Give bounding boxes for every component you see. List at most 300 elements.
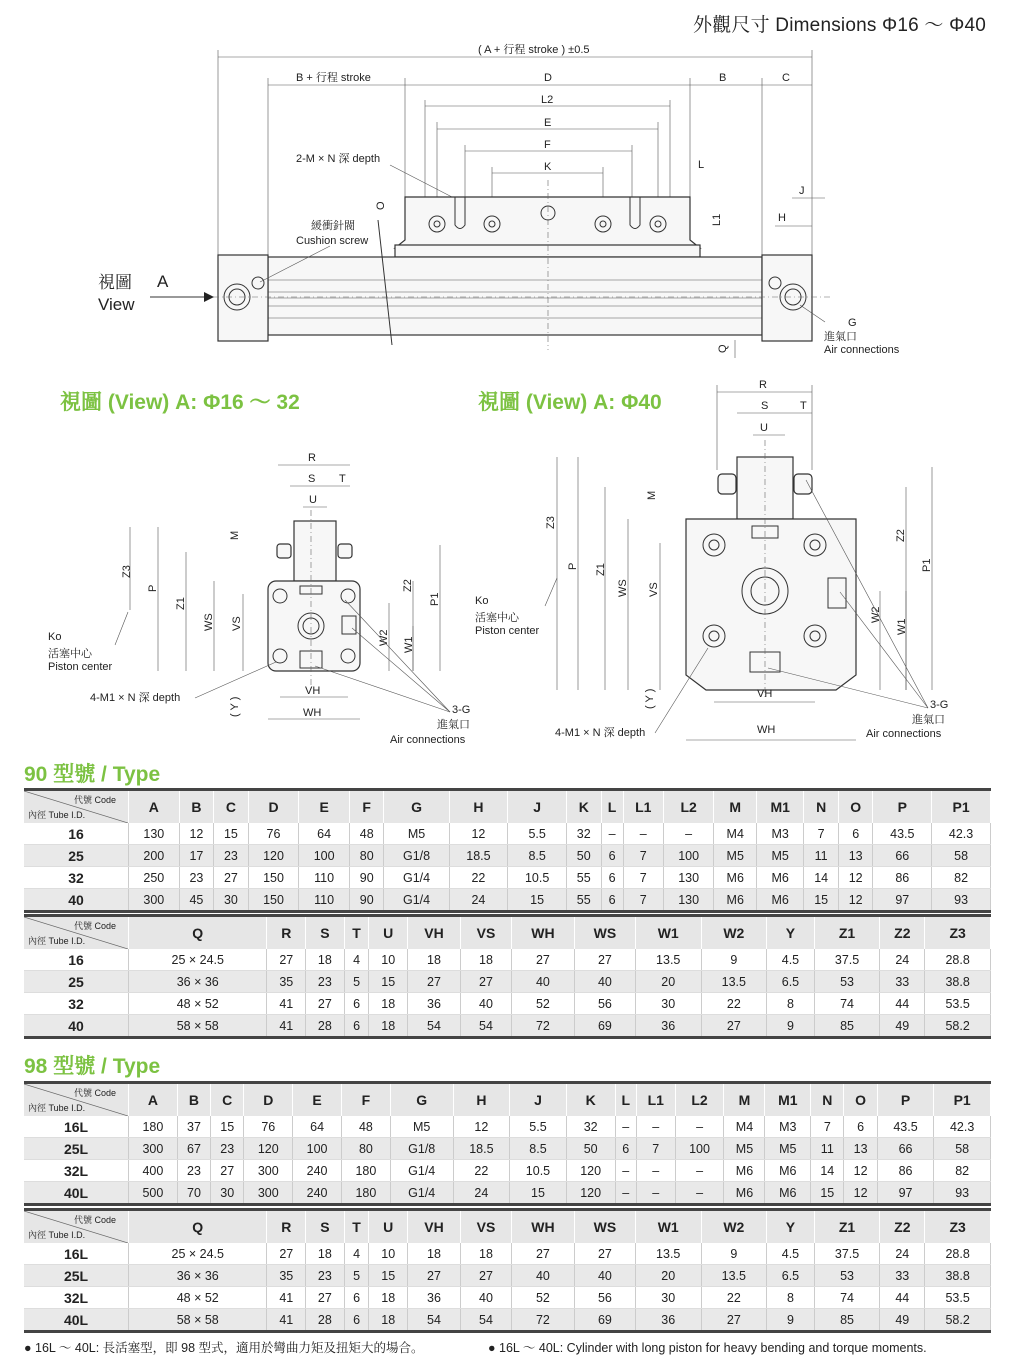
table-cell: 15: [211, 1116, 244, 1138]
table-cell: 11: [804, 845, 839, 867]
table-cell: 69: [574, 1309, 635, 1332]
dim-l2: L2: [541, 94, 554, 106]
table-cell: 72: [511, 1015, 574, 1038]
table-row: [24, 889, 991, 912]
table-cell: 15: [369, 971, 408, 993]
table-cell: 13.5: [635, 949, 701, 971]
table-cell: 23: [306, 971, 345, 993]
table-cell: 27: [214, 867, 249, 889]
table-cell: 58.2: [925, 1015, 991, 1038]
column-header: R: [267, 1210, 306, 1244]
table-cell: 27: [574, 949, 635, 971]
table-cell: 54: [408, 1015, 461, 1038]
column-header: O: [844, 1083, 877, 1117]
label-g: G: [848, 317, 857, 329]
label-air-cn-top: 進氣口: [824, 331, 857, 343]
table-cell: 58: [934, 1138, 991, 1160]
table-cell: 18: [460, 949, 511, 971]
table-cell: 42.3: [932, 823, 991, 845]
table-row: [24, 1116, 991, 1138]
table-cell: 86: [877, 1160, 934, 1182]
tube-id: 40L: [24, 1309, 129, 1332]
table-cell: G1/8: [384, 845, 449, 867]
table-cell: 74: [814, 993, 880, 1015]
table-cell: 15: [369, 1265, 408, 1287]
table-cell: 53: [814, 971, 880, 993]
table-cell: 27: [511, 949, 574, 971]
table-cell: 40: [574, 971, 635, 993]
dim-u-large: U: [760, 422, 768, 434]
table-cell: 32: [566, 823, 601, 845]
column-header: N: [811, 1083, 844, 1117]
type90-table-2: [24, 914, 991, 1039]
table-cell: 180: [129, 1116, 178, 1138]
table-row: [24, 949, 991, 971]
label-air-en-small: Air connections: [390, 734, 466, 746]
table-cell: 130: [663, 889, 714, 912]
column-header: VS: [460, 916, 511, 950]
tube-id: 25: [24, 845, 129, 867]
dim-s-small: S: [308, 473, 316, 485]
dim-overall: ( A + 行程 stroke ) ±0.5: [478, 44, 590, 56]
table-cell: 48 × 52: [129, 993, 267, 1015]
column-header: U: [369, 916, 408, 950]
table-cell: 27: [574, 1243, 635, 1265]
dim-m-small: M: [229, 530, 241, 540]
dim-d: D: [544, 72, 552, 84]
table-cell: 48 × 52: [129, 1287, 267, 1309]
end-view-large: [475, 379, 948, 740]
table-cell: 9: [767, 1015, 815, 1038]
dim-r-small: R: [308, 452, 316, 464]
table-cell: M6: [714, 867, 757, 889]
table-cell: 30: [211, 1182, 244, 1205]
label-air-en-large: Air connections: [866, 728, 942, 740]
table-cell: 18: [306, 1243, 345, 1265]
table-cell: 13.5: [635, 1243, 701, 1265]
dim-j: J: [799, 185, 805, 197]
table-cell: 27: [701, 1015, 767, 1038]
table-row: [24, 971, 991, 993]
label-piston-cn-small: 活塞中心: [48, 648, 92, 660]
corner-tube: 內徑 Tube I.D.: [28, 1230, 86, 1240]
table-cell: 6: [838, 823, 873, 845]
table-cell: 110: [299, 867, 350, 889]
tube-id: 32L: [24, 1160, 129, 1182]
table-cell: –: [601, 823, 623, 845]
table-cell: 24: [880, 1243, 925, 1265]
label-air-en-top: Air connections: [824, 344, 900, 356]
table-cell: 36: [635, 1309, 701, 1332]
column-header: H: [449, 790, 508, 824]
table-cell: M4: [724, 1116, 765, 1138]
table-cell: –: [663, 823, 714, 845]
table-cell: 43.5: [873, 823, 932, 845]
table-cell: M5: [384, 823, 449, 845]
table-row: [24, 1138, 991, 1160]
table-cell: 300: [244, 1160, 293, 1182]
table-cell: 90: [349, 867, 384, 889]
table-cell: M5: [724, 1138, 765, 1160]
table-cell: 120: [244, 1138, 293, 1160]
column-header: C: [214, 790, 249, 824]
table-cell: 100: [663, 845, 714, 867]
table-cell: 18.5: [449, 845, 508, 867]
table-cell: 41: [267, 993, 306, 1015]
footnote-cn: ● 16L ～ 40L: 長活塞型，即 98 型式，適用於彎曲力矩及扭矩大的場合。: [24, 1341, 424, 1355]
view-heading-small: 視圖 (View) A: Φ16 ～ 32: [60, 391, 300, 414]
label-air-cn-small: 進氣口: [437, 719, 470, 731]
tube-id: 40: [24, 1015, 129, 1038]
table-cell: M5: [757, 845, 804, 867]
tube-id: 32: [24, 867, 129, 889]
column-header: F: [342, 1083, 391, 1117]
table-cell: 55: [566, 889, 601, 912]
table-cell: 36: [408, 993, 461, 1015]
type98-table-2: [24, 1208, 991, 1333]
column-header: A: [129, 1083, 178, 1117]
tube-id: 25: [24, 971, 129, 993]
end-view-small: [48, 452, 470, 746]
column-header: L1: [623, 790, 663, 824]
table-cell: 6: [344, 1015, 369, 1038]
table-cell: 120: [566, 1160, 615, 1182]
table-cell: –: [623, 823, 663, 845]
table-cell: 66: [873, 845, 932, 867]
table-cell: 41: [267, 1309, 306, 1332]
dim-c: C: [782, 72, 790, 84]
table-cell: 7: [623, 867, 663, 889]
table-corner: [24, 916, 129, 950]
table-cell: 13.5: [701, 971, 767, 993]
column-header: P: [873, 790, 932, 824]
table-cell: 58.2: [925, 1309, 991, 1332]
column-header: W2: [701, 916, 767, 950]
table-cell: 27: [460, 1265, 511, 1287]
table-cell: 10.5: [510, 1160, 567, 1182]
table-cell: 27: [306, 1287, 345, 1309]
table-cell: 17: [179, 845, 214, 867]
table-corner: [24, 1210, 129, 1244]
table-cell: 82: [934, 1160, 991, 1182]
table-cell: –: [675, 1160, 724, 1182]
table-row: [24, 1160, 991, 1182]
table-cell: 18: [369, 1287, 408, 1309]
table-cell: 40: [511, 1265, 574, 1287]
table-cell: 27: [408, 1265, 461, 1287]
table-cell: 41: [267, 1287, 306, 1309]
table-corner: [24, 1083, 129, 1117]
table-cell: 8.5: [508, 845, 567, 867]
column-header: P1: [934, 1083, 991, 1117]
column-header: H: [453, 1083, 510, 1117]
label-piston-en-large: Piston center: [475, 625, 540, 637]
table-cell: 10: [369, 1243, 408, 1265]
table-cell: 49: [880, 1015, 925, 1038]
label-piston-cn-large: 活塞中心: [475, 612, 519, 624]
side-view: [98, 42, 900, 358]
dim-vs-large: VS: [648, 582, 660, 597]
dim-s-large: S: [761, 400, 769, 412]
footnote-en: ● 16L ～ 40L: Cylinder with long piston for heavy bending and torque moments.: [488, 1341, 927, 1355]
table-cell: G1/8: [390, 1138, 453, 1160]
table-cell: 85: [814, 1309, 880, 1332]
column-header: W2: [701, 1210, 767, 1244]
dim-p1-large: P1: [921, 558, 933, 572]
table-row: [24, 1182, 991, 1205]
label-cushion-en: Cushion screw: [296, 235, 369, 247]
corner-tube: 內徑 Tube I.D.: [28, 810, 86, 820]
table-cell: 9: [701, 1243, 767, 1265]
table-cell: 69: [574, 1015, 635, 1038]
corner-code: 代號 Code: [73, 1088, 116, 1098]
column-header: Y: [767, 1210, 815, 1244]
column-header: W1: [635, 1210, 701, 1244]
table-cell: 32: [566, 1116, 615, 1138]
dim-ws-small: WS: [203, 613, 215, 631]
table-cell: 76: [244, 1116, 293, 1138]
table-cell: 43.5: [877, 1116, 934, 1138]
table-cell: 4: [344, 949, 369, 971]
dim-y-large: ( Y ): [644, 688, 656, 709]
table-cell: 4.5: [767, 949, 815, 971]
table-cell: 300: [129, 889, 180, 912]
table-cell: 10: [369, 949, 408, 971]
table-cell: 41: [267, 1015, 306, 1038]
column-header: R: [267, 916, 306, 950]
column-header: D: [248, 790, 299, 824]
column-header: M1: [765, 1083, 811, 1117]
column-header: Z2: [880, 916, 925, 950]
label-piston-en-small: Piston center: [48, 661, 113, 673]
table-cell: 18: [369, 1015, 408, 1038]
table-cell: 45: [179, 889, 214, 912]
table-cell: 97: [873, 889, 932, 912]
table-cell: 93: [932, 889, 991, 912]
dim-wh-small: WH: [303, 707, 322, 719]
column-header: B: [179, 790, 214, 824]
table-cell: 36: [635, 1015, 701, 1038]
table-cell: 18: [369, 1309, 408, 1332]
dim-w1-small: W1: [403, 636, 415, 653]
column-header: Z1: [814, 916, 880, 950]
table-cell: 7: [636, 1138, 675, 1160]
column-header: Z3: [925, 916, 991, 950]
table-cell: 18: [460, 1243, 511, 1265]
table-cell: 7: [804, 823, 839, 845]
table-cell: M6: [765, 1182, 811, 1205]
dim-b: B: [719, 72, 727, 84]
tube-id: 25L: [24, 1138, 129, 1160]
table-cell: M6: [757, 889, 804, 912]
table-row: [24, 1287, 991, 1309]
column-header: A: [129, 790, 180, 824]
table-cell: 50: [566, 1138, 615, 1160]
table-cell: 6.5: [767, 1265, 815, 1287]
table-cell: 28: [306, 1015, 345, 1038]
dim-w1-large: W1: [896, 618, 908, 635]
table-cell: 120: [248, 845, 299, 867]
type98-table-1: [24, 1081, 991, 1206]
table-cell: 27: [211, 1160, 244, 1182]
table-cell: 12: [844, 1182, 877, 1205]
label-3g-large: 3-G: [930, 699, 949, 711]
table-cell: 12: [844, 1160, 877, 1182]
table-cell: 130: [663, 867, 714, 889]
column-header: Z3: [925, 1210, 991, 1244]
dim-z3-large: Z3: [545, 516, 557, 529]
table-cell: 40: [511, 971, 574, 993]
table-cell: G1/4: [384, 867, 449, 889]
table-cell: 12: [449, 823, 508, 845]
table-cell: M3: [765, 1116, 811, 1138]
table-cell: 240: [293, 1182, 342, 1205]
table-cell: 33: [880, 971, 925, 993]
table-cell: 24: [449, 889, 508, 912]
table-cell: 14: [804, 867, 839, 889]
dim-p-large: P: [567, 562, 579, 570]
table-cell: 56: [574, 1287, 635, 1309]
column-header: VH: [408, 916, 461, 950]
table-cell: M5: [765, 1138, 811, 1160]
table-cell: 25 × 24.5: [129, 949, 267, 971]
table-cell: 40: [574, 1265, 635, 1287]
table-cell: 30: [635, 993, 701, 1015]
column-header: L2: [675, 1083, 724, 1117]
table-cell: 49: [880, 1309, 925, 1332]
column-header: L: [601, 790, 623, 824]
table-cell: M3: [757, 823, 804, 845]
column-header: N: [804, 790, 839, 824]
table-cell: 64: [299, 823, 350, 845]
table-cell: 15: [811, 1182, 844, 1205]
table-cell: 22: [453, 1160, 510, 1182]
table-cell: 6: [344, 1309, 369, 1332]
column-header: D: [244, 1083, 293, 1117]
table-cell: 12: [179, 823, 214, 845]
table-cell: 5: [344, 1265, 369, 1287]
table-corner: [24, 790, 129, 824]
table-cell: 6: [615, 1138, 636, 1160]
table-cell: M5: [714, 845, 757, 867]
table-cell: 56: [574, 993, 635, 1015]
tube-id: 40: [24, 889, 129, 912]
table-cell: 15: [214, 823, 249, 845]
table-cell: –: [636, 1116, 675, 1138]
column-header: S: [306, 916, 345, 950]
table-cell: 18.5: [453, 1138, 510, 1160]
table-row: [24, 845, 991, 867]
table-cell: 8.5: [510, 1138, 567, 1160]
dim-p-small: P: [147, 584, 159, 592]
table-cell: 76: [248, 823, 299, 845]
table-cell: 85: [814, 1015, 880, 1038]
table-cell: 97: [877, 1182, 934, 1205]
tube-id: 16: [24, 949, 129, 971]
column-header: E: [293, 1083, 342, 1117]
table-cell: 22: [701, 993, 767, 1015]
tube-id: 32: [24, 993, 129, 1015]
table-cell: 27: [306, 993, 345, 1015]
table-cell: –: [636, 1160, 675, 1182]
label-3g-small: 3-G: [452, 704, 471, 716]
table-cell: 74: [814, 1287, 880, 1309]
table-cell: 7: [623, 845, 663, 867]
table-cell: 4.5: [767, 1243, 815, 1265]
column-header: B: [177, 1083, 210, 1117]
table-cell: 58: [932, 845, 991, 867]
table-cell: 80: [342, 1138, 391, 1160]
table-cell: 50: [566, 845, 601, 867]
table-cell: 58 × 58: [129, 1309, 267, 1332]
table-cell: 36 × 36: [129, 1265, 267, 1287]
table-cell: 6: [344, 993, 369, 1015]
column-header: P: [877, 1083, 934, 1117]
table-row: [24, 867, 991, 889]
table-cell: 100: [299, 845, 350, 867]
table-cell: 24: [880, 949, 925, 971]
table-cell: 37.5: [814, 1243, 880, 1265]
dim-z3-small: Z3: [121, 565, 133, 578]
table-cell: 150: [248, 889, 299, 912]
column-header: M: [724, 1083, 765, 1117]
table-cell: 100: [293, 1138, 342, 1160]
label-cushion-cn: 緩衝針閥: [311, 220, 355, 232]
table-cell: 15: [804, 889, 839, 912]
column-header: VH: [408, 1210, 461, 1244]
table-cell: 240: [293, 1160, 342, 1182]
tube-id: 16L: [24, 1116, 129, 1138]
dim-o: O: [375, 201, 387, 210]
dim-h: H: [778, 212, 786, 224]
table-cell: 18: [408, 1243, 461, 1265]
label-view-en: View: [98, 295, 135, 314]
table-cell: 38.8: [925, 1265, 991, 1287]
table-cell: 82: [932, 867, 991, 889]
table-cell: 38.8: [925, 971, 991, 993]
column-header: U: [369, 1210, 408, 1244]
table-cell: G1/4: [390, 1160, 453, 1182]
column-header: M: [714, 790, 757, 824]
label-view-cn: 視圖: [98, 273, 132, 292]
table-cell: 9: [767, 1309, 815, 1332]
table-cell: 110: [299, 889, 350, 912]
corner-code: 代號 Code: [73, 921, 116, 931]
dim-l1: L1: [711, 213, 723, 226]
table-cell: 200: [129, 845, 180, 867]
table-cell: 53: [814, 1265, 880, 1287]
table-cell: 48: [342, 1116, 391, 1138]
dim-m-large: M: [646, 490, 658, 500]
table-cell: 11: [811, 1138, 844, 1160]
table-cell: 18: [369, 993, 408, 1015]
label-view-letter: A: [157, 272, 169, 291]
column-header: T: [344, 916, 369, 950]
table-cell: 54: [460, 1309, 511, 1332]
column-header: Y: [767, 916, 815, 950]
dim-l: L: [698, 159, 705, 171]
type90-heading: 90 型號 / Type: [24, 763, 161, 786]
column-header: WS: [574, 1210, 635, 1244]
table-cell: 15: [508, 889, 567, 912]
corner-tube: 內徑 Tube I.D.: [28, 936, 86, 946]
table-cell: –: [615, 1160, 636, 1182]
column-header: Z1: [814, 1210, 880, 1244]
table-cell: 7: [811, 1116, 844, 1138]
table-cell: 20: [635, 971, 701, 993]
table-cell: 23: [177, 1160, 210, 1182]
column-header: WH: [511, 916, 574, 950]
